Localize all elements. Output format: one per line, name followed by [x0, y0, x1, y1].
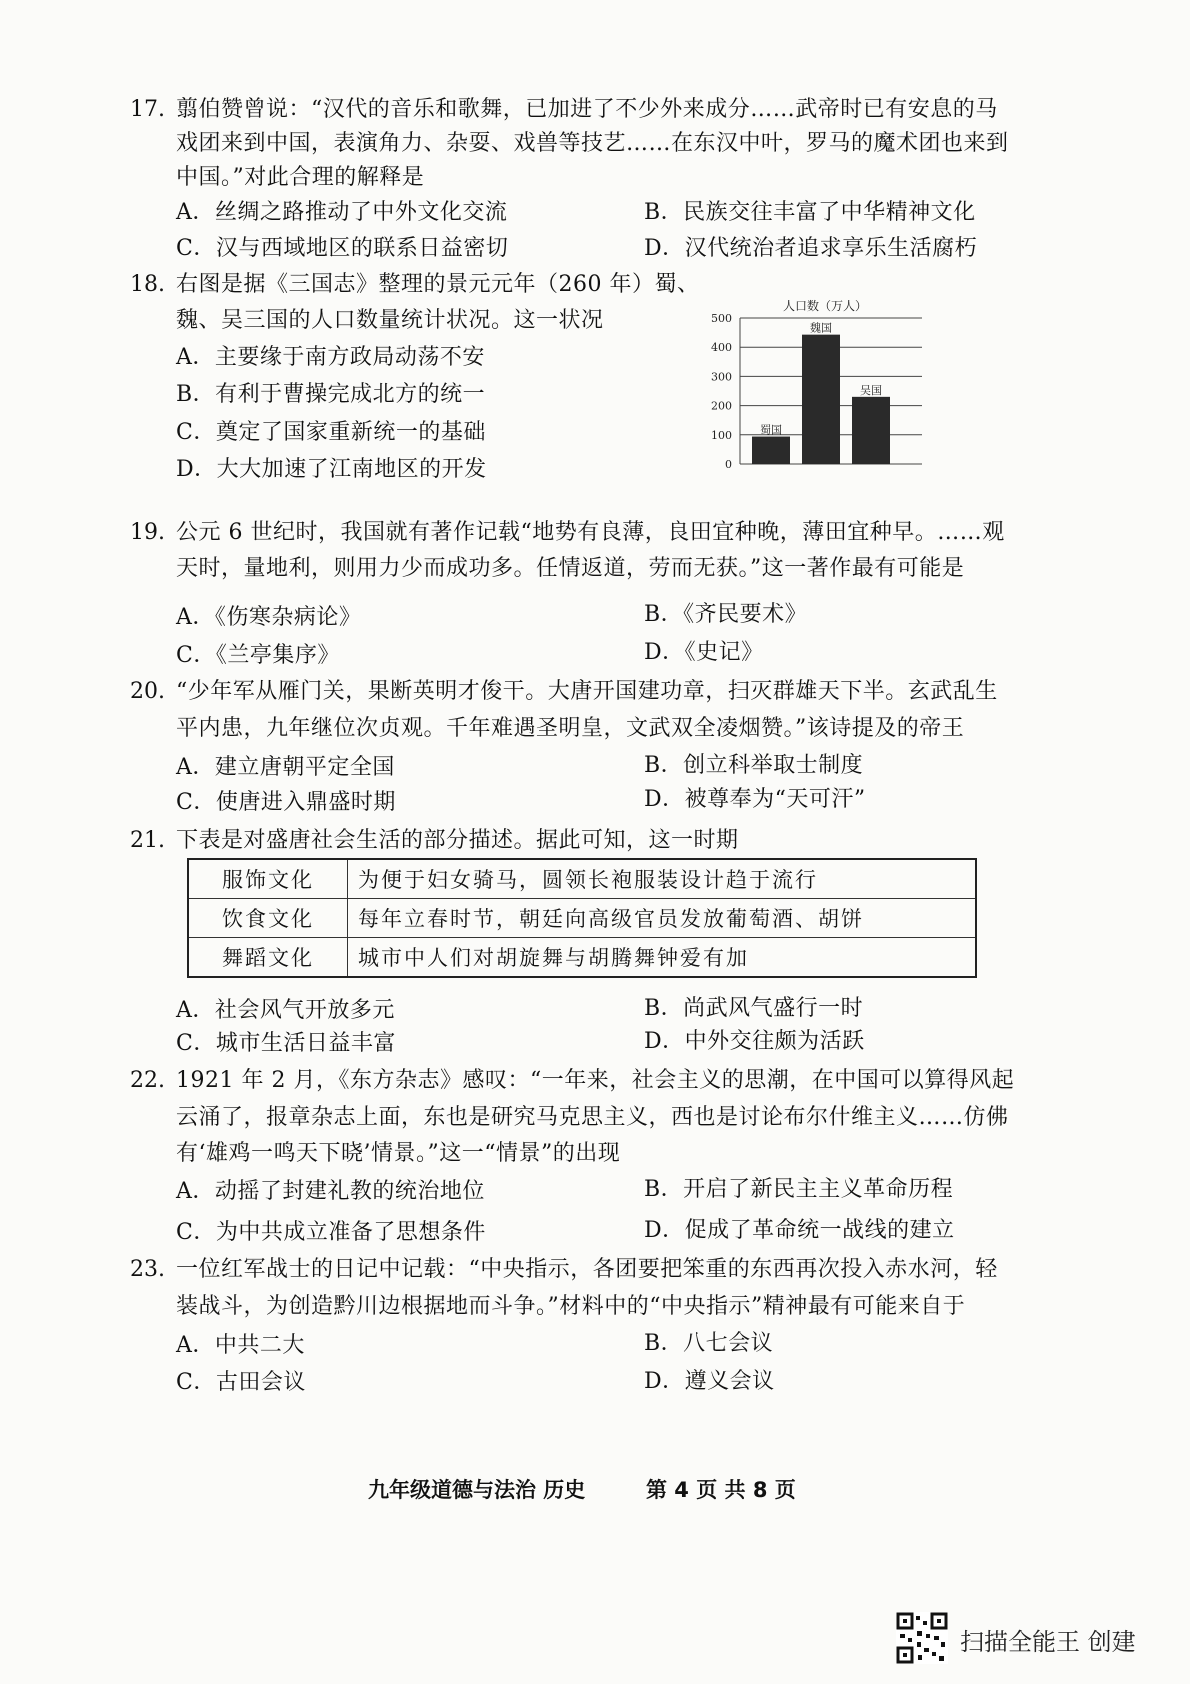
question-text: 天时，量地利，则用力少而成功多。任情返道，劳而无获。”这一著作最有可能是 [176, 556, 965, 581]
question-text: “少年军从雁门关，果断英明才俊干。大唐开国建功章，扫灭群雄天下半。玄武乱生 [176, 679, 998, 704]
chart-y-tick-label: 500 [711, 312, 732, 325]
table-cell-description: 为便于妇女骑马，圆领长袍服装设计趋于流行 [348, 859, 977, 899]
chart-bar [852, 397, 890, 464]
question-text: 1921 年 2 月，《东方杂志》感叹：“一年来，社会主义的思潮，在中国可以算得风起 [176, 1068, 1015, 1093]
option-c: C．《兰亭集序》 [176, 643, 340, 668]
chart-bar-label: 蜀国 [760, 423, 782, 437]
chart-bar [752, 437, 790, 464]
chart-y-tick-label: 100 [711, 428, 732, 442]
option-b: B．有利于曹操完成北方的统一 [176, 382, 486, 407]
option-d: D．遵义会议 [644, 1369, 775, 1394]
table-cell-description: 城市中人们对胡旋舞与胡腾舞钟爱有加 [348, 938, 977, 978]
chart-y-axis [711, 312, 732, 471]
chart-bar-label: 魏国 [810, 321, 832, 335]
option-b: B．《齐民要术》 [644, 602, 808, 627]
question-text: 戏团来到中国，表演角力、杂耍、戏兽等技艺……在东汉中叶，罗马的魔术团也来到 [176, 131, 1009, 156]
option-c: C．使唐进入鼎盛时期 [176, 790, 396, 815]
option-b: B．八七会议 [644, 1331, 774, 1356]
option-a: A．动摇了封建礼教的统治地位 [176, 1179, 485, 1204]
table-row [188, 938, 976, 978]
option-b: B．尚武风气盛行一时 [644, 996, 864, 1021]
option-c: C．古田会议 [176, 1370, 306, 1395]
question-number: 19. [130, 520, 165, 545]
option-a: A．主要缘于南方政局动荡不安 [176, 345, 485, 370]
question-number: 23. [130, 1257, 165, 1282]
scanner-brand-watermark: 扫描全能王 创建 [960, 1628, 1136, 1656]
tang-society-table [187, 858, 977, 978]
qr-code-icon [896, 1612, 948, 1664]
option-b: B．创立科举取士制度 [644, 753, 864, 778]
option-d: D．被尊奉为“天可汗” [644, 787, 866, 812]
option-c: C．城市生活日益丰富 [176, 1031, 396, 1056]
option-a: A．社会风气开放多元 [176, 998, 395, 1023]
question-text: 右图是据《三国志》整理的景元元年（260 年）蜀、 [176, 272, 700, 297]
option-d: D．汉代统治者追求享乐生活腐朽 [644, 236, 978, 261]
option-c: C．为中共成立准备了思想条件 [176, 1220, 486, 1245]
question-text: 一位红军战士的日记中记载：“中央指示，各团要把笨重的东西再次投入赤水河，轻 [176, 1257, 998, 1282]
question-text: 云涌了，报章杂志上面，东也是研究马克思主义，西也是讨论布尔什维主义……仿佛 [176, 1105, 1009, 1130]
table-row [188, 859, 976, 899]
option-d: D．大大加速了江南地区的开发 [176, 457, 487, 482]
question-text: 翦伯赞曾说：“汉代的音乐和歌舞，已加进了不少外来成分……武帝时已有安息的马 [176, 97, 998, 122]
question-text: 装战斗，为创造黔川边根据地而斗争。”材料中的“中央指示”精神最有可能来自于 [176, 1294, 966, 1319]
population-bar-chart [700, 296, 1000, 506]
option-a: A．《伤寒杂病论》 [176, 605, 362, 630]
option-d: D．《史记》 [644, 640, 764, 665]
question-text: 中国。”对此合理的解释是 [176, 165, 425, 190]
table-cell-category: 服饰文化 [188, 859, 348, 899]
chart-y-tick-label: 0 [725, 458, 732, 471]
question-number: 21. [130, 828, 165, 853]
chart-bar [802, 335, 840, 464]
question-number: 22. [130, 1068, 165, 1093]
chart-y-tick-label: 400 [711, 341, 732, 355]
option-d: D．中外交往颇为活跃 [644, 1029, 865, 1054]
option-b: B．开启了新民主主义革命历程 [644, 1177, 954, 1202]
option-d: D．促成了革命统一战线的建立 [644, 1218, 955, 1243]
option-a: A．丝绸之路推动了中外文化交流 [176, 200, 508, 225]
option-b: B．民族交往丰富了中华精神文化 [644, 200, 976, 225]
option-c: C．汉与西域地区的联系日益密切 [176, 236, 509, 261]
table-cell-category: 饮食文化 [188, 899, 348, 938]
question-text: 有‘雄鸡一鸣天下晓’情景。”这一“情景”的出现 [176, 1141, 621, 1166]
chart-y-tick-label: 200 [711, 399, 732, 413]
question-text: 魏、吴三国的人口数量统计状况。这一状况 [176, 308, 604, 333]
chart-y-tick-label: 300 [711, 370, 732, 384]
question-number: 20. [130, 679, 165, 704]
question-text: 平内患，九年继位次贞观。千年难遇圣明皇，文武双全凌烟赞。”该诗提及的帝王 [176, 716, 965, 741]
chart-bar-label: 吴国 [860, 383, 882, 397]
option-a: A．中共二大 [176, 1333, 305, 1358]
question-text: 公元 6 世纪时，我国就有著作记载“地势有良薄，良田宜种晚，薄田宜种早。……观 [176, 520, 1005, 545]
table-cell-description: 每年立春时节，朝廷向高级官员发放葡萄酒、胡饼 [348, 899, 977, 938]
table-cell-category: 舞蹈文化 [188, 938, 348, 978]
table-row [188, 899, 976, 938]
question-number: 18. [130, 272, 165, 297]
option-c: C．奠定了国家重新统一的基础 [176, 420, 486, 445]
option-a: A．建立唐朝平定全国 [176, 755, 395, 780]
question-number: 17. [130, 97, 165, 122]
footer-page-number: 第 4 页 共 8 页 [646, 1478, 796, 1502]
footer-subject: 九年级道德与法治 历史 [368, 1478, 586, 1502]
question-text: 下表是对盛唐社会生活的部分描述。据此可知，这一时期 [176, 828, 739, 853]
chart-bars [752, 321, 890, 464]
chart-title: 人口数（万人） [782, 299, 868, 313]
